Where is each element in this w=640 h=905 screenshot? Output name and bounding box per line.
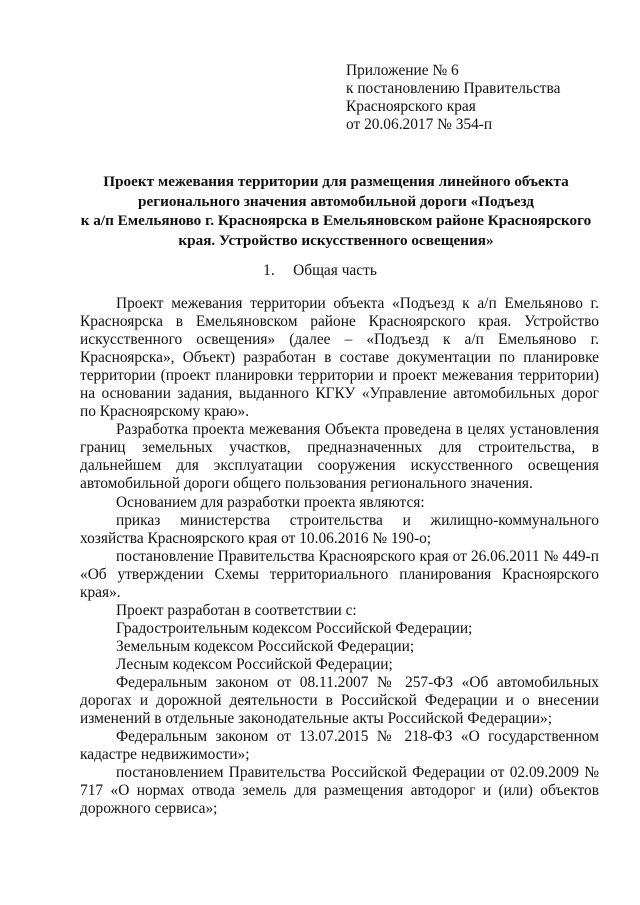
paragraph: постановлением Правительства Российской Федерации от 02.09.2009 № 717 «О нормах отвода земель для размещения автодорог и (или) объектов дорожного сервиса»; [80, 764, 599, 818]
paragraph: Лесным кодексом Российской Федерации; [116, 655, 393, 673]
title-line: к а/п Емельяново г. Красноярска в Емельяновском районе Красноярского [80, 212, 592, 230]
paragraph: Федеральным законом от 08.11.2007 № 257-ФЗ «Об автомобильных дорогах и дорожной деятельности в Российской Федерации и о внесении изменений в отдельные законодательные акты Российской Федерации»; [80, 673, 599, 728]
document-title [70, 172, 602, 250]
document-body [80, 295, 599, 818]
paragraph: Земельным кодексом Российской Федерации; [116, 637, 415, 655]
appendix-date: от 20.06.2017 № 354-п [346, 116, 493, 133]
appendix-number: Приложение № 6 [346, 62, 459, 79]
appendix-region: Красноярского края [346, 98, 476, 115]
section-heading [0, 262, 640, 280]
appendix-resolution: к постановлению Правительства [346, 80, 561, 97]
paragraph: Градостроительным кодексом Российской Федерации; [116, 619, 473, 637]
paragraph: Проект разработан в соответствии с: [116, 601, 357, 619]
appendix-block [346, 62, 560, 134]
paragraph: Федеральным законом от 13.07.2015 № 218-ФЗ «О государственном кадастре недвижимости»; [80, 728, 599, 764]
paragraph: Основанием для разработки проекта являются: [116, 493, 425, 511]
title-line: Проект межевания территории для размещения линейного объекта [103, 173, 569, 190]
title-line: края. Устройство искусственного освещения» [178, 231, 494, 249]
title-line: регионального значения автомобильной дороги «Подъезд [138, 192, 534, 210]
paragraph: Проект межевания территории объекта «Подъезд к а/п Емельяново г. Красноярска в Емельяновском районе Красноярского края. Устройство искусственного освещения» (далее – «Подъезд к а/п Емельяново г. Красноярска», Объект) разработан в составе документации по планировке территории (проект планировки территории и проект межевания территории) на основании задания, выданного КГКУ «Управление автомобильных дорог по Красноярскому краю». [80, 295, 599, 421]
paragraph: приказ министерства строительства и жилищно-коммунального хозяйства Красноярского края от 10.06.2016 № 190-о; [80, 511, 599, 547]
section-title: Общая часть [293, 262, 377, 279]
paragraph: Разработка проекта межевания Объекта проведена в целях установления границ земельных участков, предназначенных для строительства, в дальнейшем для эксплуатации сооружения искусственного освещения автомобильной дороги общего пользования регионального значения. [80, 421, 599, 493]
section-number: 1. [263, 262, 275, 279]
paragraph: постановление Правительства Красноярского края от 26.06.2011 № 449-п «Об утверждении Схемы территориального планирования Красноярского края». [80, 547, 599, 601]
